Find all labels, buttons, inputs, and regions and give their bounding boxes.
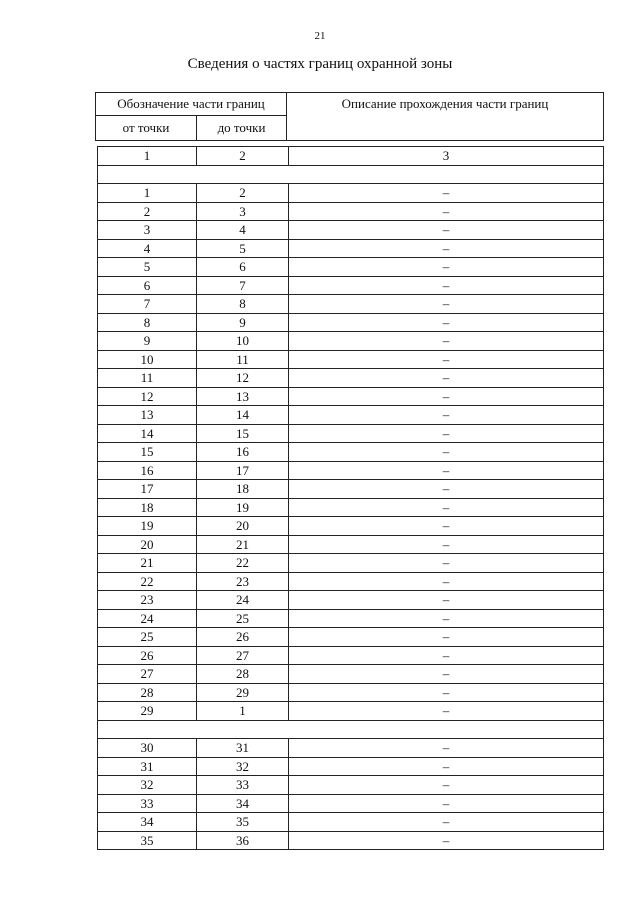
table-row bbox=[98, 554, 604, 573]
description-cell: – bbox=[289, 517, 604, 536]
from-point-cell: 32 bbox=[98, 776, 197, 795]
from-point-cell: 27 bbox=[98, 665, 197, 684]
from-point-cell: 23 bbox=[98, 591, 197, 610]
to-point-cell: 10 bbox=[197, 332, 289, 351]
table-row bbox=[98, 794, 604, 813]
to-point-cell: 23 bbox=[197, 572, 289, 591]
table-row bbox=[98, 202, 604, 221]
table-row bbox=[98, 461, 604, 480]
from-point-cell: 26 bbox=[98, 646, 197, 665]
table-row bbox=[98, 831, 604, 850]
to-point-cell: 17 bbox=[197, 461, 289, 480]
from-point-cell: 29 bbox=[98, 702, 197, 721]
description-cell: – bbox=[289, 258, 604, 277]
to-point-cell: 31 bbox=[197, 739, 289, 758]
from-point-cell: 3 bbox=[98, 221, 197, 240]
from-point-cell: 15 bbox=[98, 443, 197, 462]
table-row bbox=[98, 628, 604, 647]
description-cell: – bbox=[289, 184, 604, 203]
boundary-table bbox=[97, 146, 604, 850]
to-point-cell: 21 bbox=[197, 535, 289, 554]
description-cell: – bbox=[289, 202, 604, 221]
table-row bbox=[98, 739, 604, 758]
from-point-cell: 30 bbox=[98, 739, 197, 758]
from-point-cell: 16 bbox=[98, 461, 197, 480]
to-point-cell: 3 bbox=[197, 202, 289, 221]
description-cell: – bbox=[289, 702, 604, 721]
from-point-cell: 10 bbox=[98, 350, 197, 369]
table-row bbox=[98, 313, 604, 332]
from-point-cell: 20 bbox=[98, 535, 197, 554]
description-cell: – bbox=[289, 387, 604, 406]
header-table bbox=[95, 92, 604, 141]
table-row bbox=[98, 276, 604, 295]
description-cell: – bbox=[289, 591, 604, 610]
description-cell: – bbox=[289, 739, 604, 758]
description-cell: – bbox=[289, 646, 604, 665]
table-row bbox=[98, 572, 604, 591]
to-point-cell: 9 bbox=[197, 313, 289, 332]
from-point-cell: 7 bbox=[98, 295, 197, 314]
table-row bbox=[98, 424, 604, 443]
table-row bbox=[98, 221, 604, 240]
to-point-cell: 14 bbox=[197, 406, 289, 425]
from-point-cell: 6 bbox=[98, 276, 197, 295]
from-point-cell: 2 bbox=[98, 202, 197, 221]
to-point-cell: 27 bbox=[197, 646, 289, 665]
description-cell: – bbox=[289, 443, 604, 462]
to-point-cell: 33 bbox=[197, 776, 289, 795]
table-row bbox=[98, 258, 604, 277]
table-row bbox=[98, 609, 604, 628]
to-point-cell: 19 bbox=[197, 498, 289, 517]
document-title: Сведения о частях границ охранной зоны bbox=[187, 56, 453, 72]
description-cell: – bbox=[289, 609, 604, 628]
description-cell: – bbox=[289, 683, 604, 702]
section-separator-cell bbox=[98, 165, 604, 184]
header-to-point: до точки bbox=[197, 116, 287, 141]
from-point-cell: 25 bbox=[98, 628, 197, 647]
table-row bbox=[98, 369, 604, 388]
table-row bbox=[98, 295, 604, 314]
description-cell: – bbox=[289, 535, 604, 554]
table-row bbox=[98, 683, 604, 702]
table-row bbox=[98, 535, 604, 554]
from-point-cell: 33 bbox=[98, 794, 197, 813]
to-point-cell: 2 bbox=[197, 184, 289, 203]
description-cell: – bbox=[289, 554, 604, 573]
from-point-cell: 18 bbox=[98, 498, 197, 517]
description-cell: – bbox=[289, 239, 604, 258]
table-row bbox=[98, 702, 604, 721]
to-point-cell: 24 bbox=[197, 591, 289, 610]
description-cell: – bbox=[289, 776, 604, 795]
to-point-cell: 11 bbox=[197, 350, 289, 369]
table-row bbox=[98, 776, 604, 795]
to-point-cell: 15 bbox=[197, 424, 289, 443]
from-point-cell: 24 bbox=[98, 609, 197, 628]
description-cell: – bbox=[289, 831, 604, 850]
description-cell: – bbox=[289, 221, 604, 240]
description-cell: – bbox=[289, 461, 604, 480]
to-point-cell: 1 bbox=[197, 702, 289, 721]
description-cell: – bbox=[289, 350, 604, 369]
from-point-cell: 14 bbox=[98, 424, 197, 443]
section-separator-row bbox=[98, 720, 604, 739]
header-designation: Обозначение части границ bbox=[96, 93, 287, 116]
to-point-cell: 18 bbox=[197, 480, 289, 499]
to-point-cell: 20 bbox=[197, 517, 289, 536]
to-point-cell: 25 bbox=[197, 609, 289, 628]
from-point-cell: 8 bbox=[98, 313, 197, 332]
from-point-cell: 31 bbox=[98, 757, 197, 776]
to-point-cell: 8 bbox=[197, 295, 289, 314]
table-row bbox=[98, 443, 604, 462]
table-row bbox=[98, 646, 604, 665]
to-point-cell: 12 bbox=[197, 369, 289, 388]
table-row bbox=[98, 350, 604, 369]
section-separator-row bbox=[98, 165, 604, 184]
header-from-point: от точки bbox=[96, 116, 197, 141]
from-point-cell: 28 bbox=[98, 683, 197, 702]
table-row bbox=[98, 591, 604, 610]
description-cell: – bbox=[289, 794, 604, 813]
from-point-cell: 22 bbox=[98, 572, 197, 591]
to-point-cell: 2 bbox=[197, 147, 289, 166]
to-point-cell: 7 bbox=[197, 276, 289, 295]
description-cell: – bbox=[289, 295, 604, 314]
to-point-cell: 16 bbox=[197, 443, 289, 462]
from-point-cell: 1 bbox=[98, 184, 197, 203]
description-cell: – bbox=[289, 332, 604, 351]
column-number-row bbox=[98, 147, 604, 166]
from-point-cell: 13 bbox=[98, 406, 197, 425]
from-point-cell: 5 bbox=[98, 258, 197, 277]
header-description: Описание прохождения части границ bbox=[287, 93, 604, 141]
description-cell: – bbox=[289, 369, 604, 388]
from-point-cell: 9 bbox=[98, 332, 197, 351]
description-cell: – bbox=[289, 276, 604, 295]
table-row bbox=[98, 517, 604, 536]
table-row bbox=[98, 665, 604, 684]
to-point-cell: 5 bbox=[197, 239, 289, 258]
to-point-cell: 28 bbox=[197, 665, 289, 684]
page-number: 21 bbox=[314, 30, 326, 42]
from-point-cell: 11 bbox=[98, 369, 197, 388]
to-point-cell: 34 bbox=[197, 794, 289, 813]
description-cell: – bbox=[289, 498, 604, 517]
to-point-cell: 22 bbox=[197, 554, 289, 573]
from-point-cell: 35 bbox=[98, 831, 197, 850]
description-cell: – bbox=[289, 406, 604, 425]
to-point-cell: 32 bbox=[197, 757, 289, 776]
table-row bbox=[98, 239, 604, 258]
from-point-cell: 19 bbox=[98, 517, 197, 536]
from-point-cell: 21 bbox=[98, 554, 197, 573]
to-point-cell: 4 bbox=[197, 221, 289, 240]
description-cell: 3 bbox=[289, 147, 604, 166]
to-point-cell: 26 bbox=[197, 628, 289, 647]
description-cell: – bbox=[289, 665, 604, 684]
table-row bbox=[98, 480, 604, 499]
to-point-cell: 35 bbox=[197, 813, 289, 832]
description-cell: – bbox=[289, 757, 604, 776]
description-cell: – bbox=[289, 424, 604, 443]
description-cell: – bbox=[289, 628, 604, 647]
table-row bbox=[98, 184, 604, 203]
table-row bbox=[98, 498, 604, 517]
description-cell: – bbox=[289, 480, 604, 499]
description-cell: – bbox=[289, 572, 604, 591]
table-row bbox=[98, 813, 604, 832]
boundary-table-body bbox=[98, 147, 604, 850]
from-point-cell: 12 bbox=[98, 387, 197, 406]
from-point-cell: 4 bbox=[98, 239, 197, 258]
to-point-cell: 36 bbox=[197, 831, 289, 850]
table-row bbox=[98, 757, 604, 776]
to-point-cell: 6 bbox=[197, 258, 289, 277]
table-row bbox=[98, 406, 604, 425]
section-separator-cell bbox=[98, 720, 604, 739]
to-point-cell: 29 bbox=[197, 683, 289, 702]
to-point-cell: 13 bbox=[197, 387, 289, 406]
from-point-cell: 17 bbox=[98, 480, 197, 499]
table-row bbox=[98, 332, 604, 351]
description-cell: – bbox=[289, 313, 604, 332]
from-point-cell: 34 bbox=[98, 813, 197, 832]
table-row bbox=[98, 387, 604, 406]
from-point-cell: 1 bbox=[98, 147, 197, 166]
description-cell: – bbox=[289, 813, 604, 832]
